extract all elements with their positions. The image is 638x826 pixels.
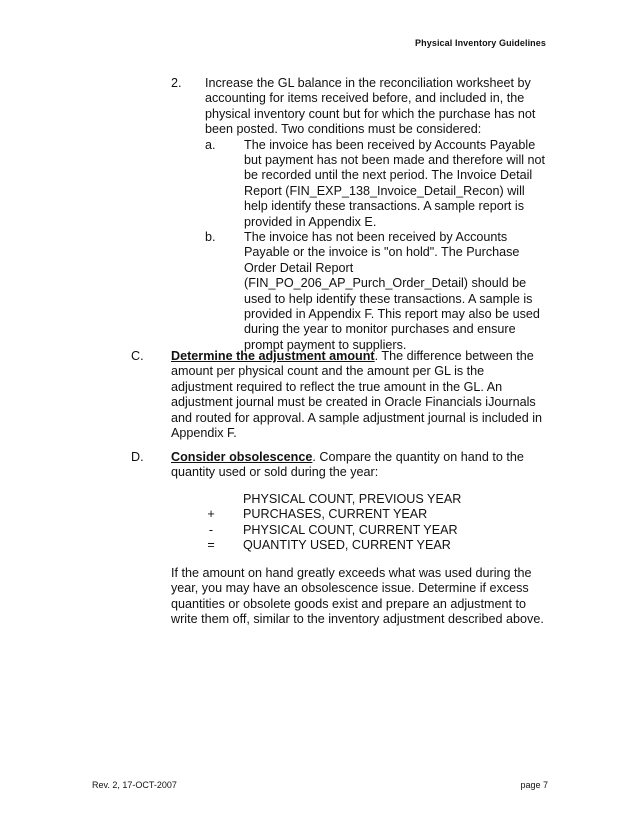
formula-row — [201, 523, 521, 538]
sub-item-letter: b. — [205, 229, 216, 244]
formula-operator: - — [208, 522, 214, 537]
inventory-formula — [201, 492, 521, 554]
text-line: adjustment journal must be created in Oracle Financials iJournals — [171, 395, 536, 410]
formula-row — [201, 538, 521, 553]
sub-item-letter: a. — [205, 137, 216, 152]
section-letter: D. — [131, 450, 144, 464]
list-item-number: 2. — [171, 76, 182, 90]
text-line: amount per physical count and the amount per GL is the — [171, 364, 485, 379]
text-line: during the year to monitor purchases and ensure — [244, 322, 516, 337]
formula-term: QUANTITY USED, CURRENT YEAR — [243, 538, 451, 553]
text-line: (FIN_PO_206_AP_Purch_Order_Detail) should be — [244, 276, 527, 291]
text-line — [171, 349, 551, 364]
text-line: accounting for items received before, and included in, the — [205, 91, 525, 106]
text-line: physical inventory count but for which the purchase has not — [205, 106, 536, 121]
text-line: quantities or obsolete goods exist and prepare an adjustment to — [171, 596, 526, 611]
text-line: Increase the GL balance in the reconciliation worksheet by — [205, 76, 531, 90]
formula-term: PHYSICAL COUNT, CURRENT YEAR — [243, 522, 458, 537]
formula-term: PURCHASES, CURRENT YEAR — [243, 507, 428, 522]
text-line: used to help identify these transactions. A sample is — [244, 291, 533, 306]
text-line: help identify these transactions. A sample report is — [244, 199, 525, 214]
page-header: Physical Inventory Guidelines — [415, 38, 546, 48]
text-line: provided in Appendix F. This report may also be used — [244, 307, 540, 322]
formula-term: PHYSICAL COUNT, PREVIOUS YEAR — [243, 492, 462, 506]
text-line: If the amount on hand greatly exceeds what was used during the — [171, 566, 532, 580]
text-line: but payment has not been made and therefore will not — [244, 153, 546, 167]
footer-page-number: page 7 — [520, 780, 548, 790]
text-line: Order Detail Report — [244, 260, 354, 275]
text-line: Report (FIN_EXP_138_Invoice_Detail_Recon) will — [244, 183, 525, 198]
text-line: The invoice has not been received by Accounts — [244, 229, 508, 244]
section-letter: C. — [131, 349, 144, 363]
section-heading: Consider obsolescence — [171, 450, 313, 464]
text-line: been posted. Two conditions must be considered: — [205, 122, 482, 137]
text-line: provided in Appendix E. — [244, 214, 377, 229]
heading-continuation: . The difference between the — [374, 349, 534, 363]
text-line: and routed for approval. A sample adjustment journal is included in — [171, 410, 543, 425]
text-line: Payable or the invoice is "on hold". The Purchase — [244, 245, 520, 260]
sub-item-text — [244, 138, 550, 230]
text-line — [171, 450, 551, 465]
list-item-text — [205, 76, 550, 138]
text-line: write them off, similar to the inventory adjustment described above. — [171, 612, 544, 627]
text-line: quantity used or sold during the year: — [171, 465, 379, 480]
text-line: Appendix F. — [171, 426, 237, 441]
formula-operator: = — [207, 538, 215, 553]
heading-continuation: . Compare the quantity on hand to the — [312, 450, 524, 464]
formula-operator: + — [207, 507, 215, 522]
section-text — [171, 450, 551, 481]
formula-row — [201, 507, 521, 522]
obsolescence-paragraph — [171, 566, 551, 628]
text-line: The invoice has been received by Accounts Payable — [244, 137, 536, 152]
sub-item-text — [244, 230, 550, 353]
text-line: prompt payment to suppliers. — [244, 337, 407, 352]
text-line: be recorded until the next period. The Invoice Detail — [244, 168, 533, 183]
formula-row — [201, 492, 521, 507]
section-heading: Determine the adjustment amount — [171, 349, 375, 363]
footer-revision: Rev. 2, 17-OCT-2007 — [92, 780, 177, 790]
text-line: year, you may have an obsolescence issue. Determine if excess — [171, 581, 529, 596]
text-line: adjustment required to reflect the true amount in the GL. An — [171, 379, 503, 394]
section-text — [171, 349, 551, 441]
